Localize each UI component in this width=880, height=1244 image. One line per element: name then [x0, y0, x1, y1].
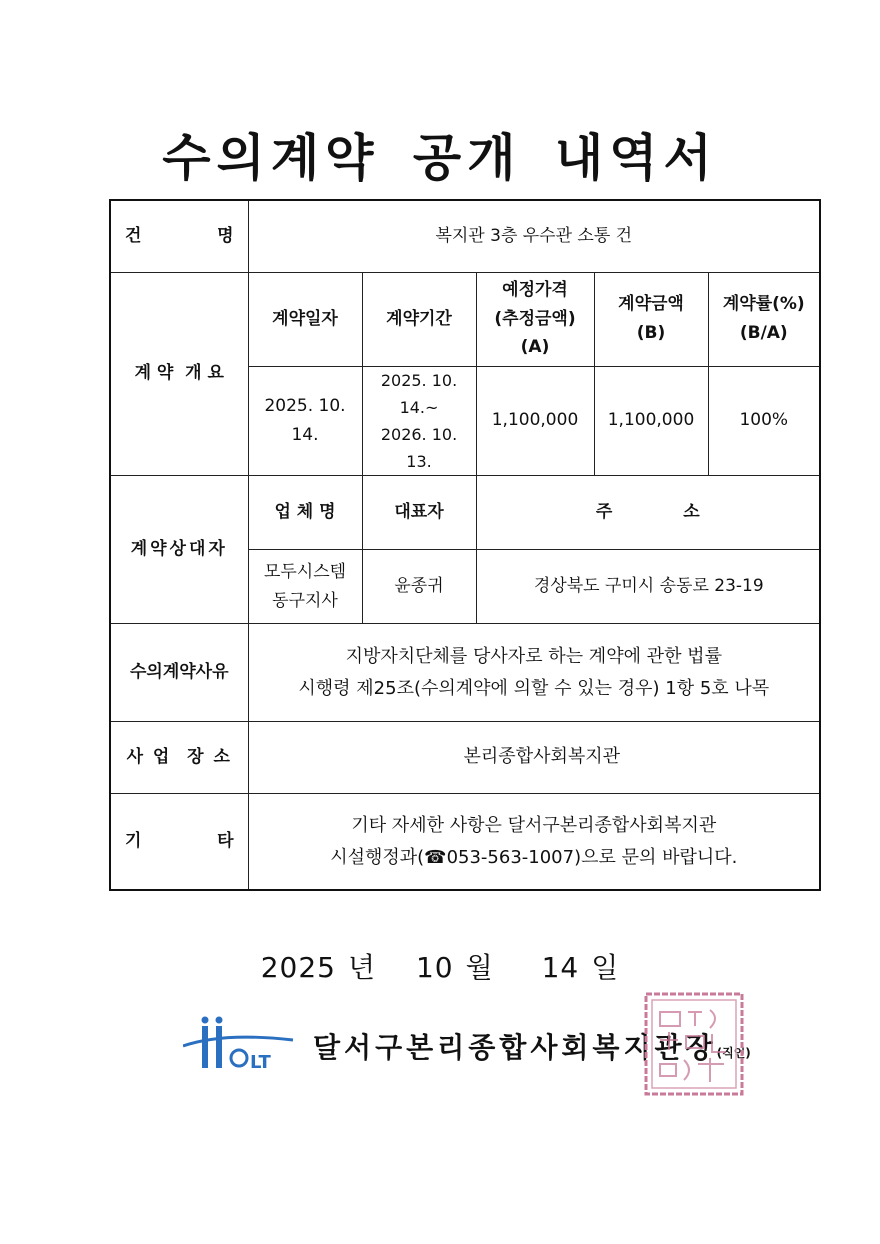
row-counterparty-header — [110, 476, 820, 550]
label-counterparty: 계약상대자 — [110, 476, 248, 624]
reason-value: 지방자치단체를 당사자로 하는 계약에 관한 법률 시행령 제25조(수의계약에 의할 수 있는 경우) 1항 5호 나목 — [248, 624, 820, 722]
header-contract-rate: 계약률(%) (B/A) — [708, 272, 820, 366]
header-representative: 대표자 — [362, 476, 476, 550]
header-estimated-price: 예정가격 (추정금액)(A) — [476, 272, 594, 366]
header-contract-date: 계약일자 — [248, 272, 362, 366]
label-location: 사 업 장 소 — [110, 722, 248, 794]
date-day: 14 — [541, 951, 580, 984]
label-etc: 기 타 — [110, 794, 248, 890]
official-seal-icon — [640, 988, 748, 1100]
organization-name: 달서구본리종합사회복지관장(직인) — [313, 1031, 751, 1064]
seal-suffix: (직인) — [716, 1046, 751, 1060]
representative-value: 윤종귀 — [362, 550, 476, 624]
page-title: 수의계약 공개 내역서 — [162, 129, 718, 187]
header-contract-amount: 계약금액 (B) — [594, 272, 708, 366]
header-company: 업 체 명 — [248, 476, 362, 550]
etc-value: 기타 자세한 사항은 달서구본리종합사회복지관 시설행정과(☎053-563-1007)으로 문의 바랍니다. — [248, 794, 820, 890]
row-name — [110, 200, 820, 272]
row-overview-header — [110, 272, 820, 366]
issue-date: 2025 년 10 월 14 일 — [260, 951, 620, 984]
address-value: 경상북도 구미시 송동로 23-19 — [476, 550, 820, 624]
bonri-logo-icon — [183, 1012, 295, 1072]
header-contract-period: 계약기간 — [362, 272, 476, 366]
location-value: 본리종합사회복지관 — [248, 722, 820, 794]
row-etc — [110, 794, 820, 890]
contract-table — [109, 199, 821, 891]
label-name: 건 명 — [110, 200, 248, 272]
date-month: 10 — [415, 951, 454, 984]
contract-name-value: 복지관 3층 우수관 소통 건 — [248, 200, 820, 272]
contract-period-value: 2025. 10. 14.~ 2026. 10. 13. — [362, 366, 476, 476]
row-location — [110, 722, 820, 794]
contract-rate-value: 100% — [708, 366, 820, 476]
company-value: 모두시스템 동구지사 — [248, 550, 362, 624]
header-address: 주 소 — [476, 476, 820, 550]
estimated-price-value: 1,100,000 — [476, 366, 594, 476]
date-year: 2025 — [260, 951, 336, 984]
label-reason: 수의계약사유 — [110, 624, 248, 722]
row-reason — [110, 624, 820, 722]
contract-date-value: 2025. 10. 14. — [248, 366, 362, 476]
logo-text: LT — [250, 1052, 271, 1072]
contract-amount-value: 1,100,000 — [594, 366, 708, 476]
footer — [183, 988, 783, 1098]
label-overview: 계 약 개 요 — [110, 272, 248, 476]
seal-text: 본리종합사회복지관장인 — [640, 988, 651, 989]
